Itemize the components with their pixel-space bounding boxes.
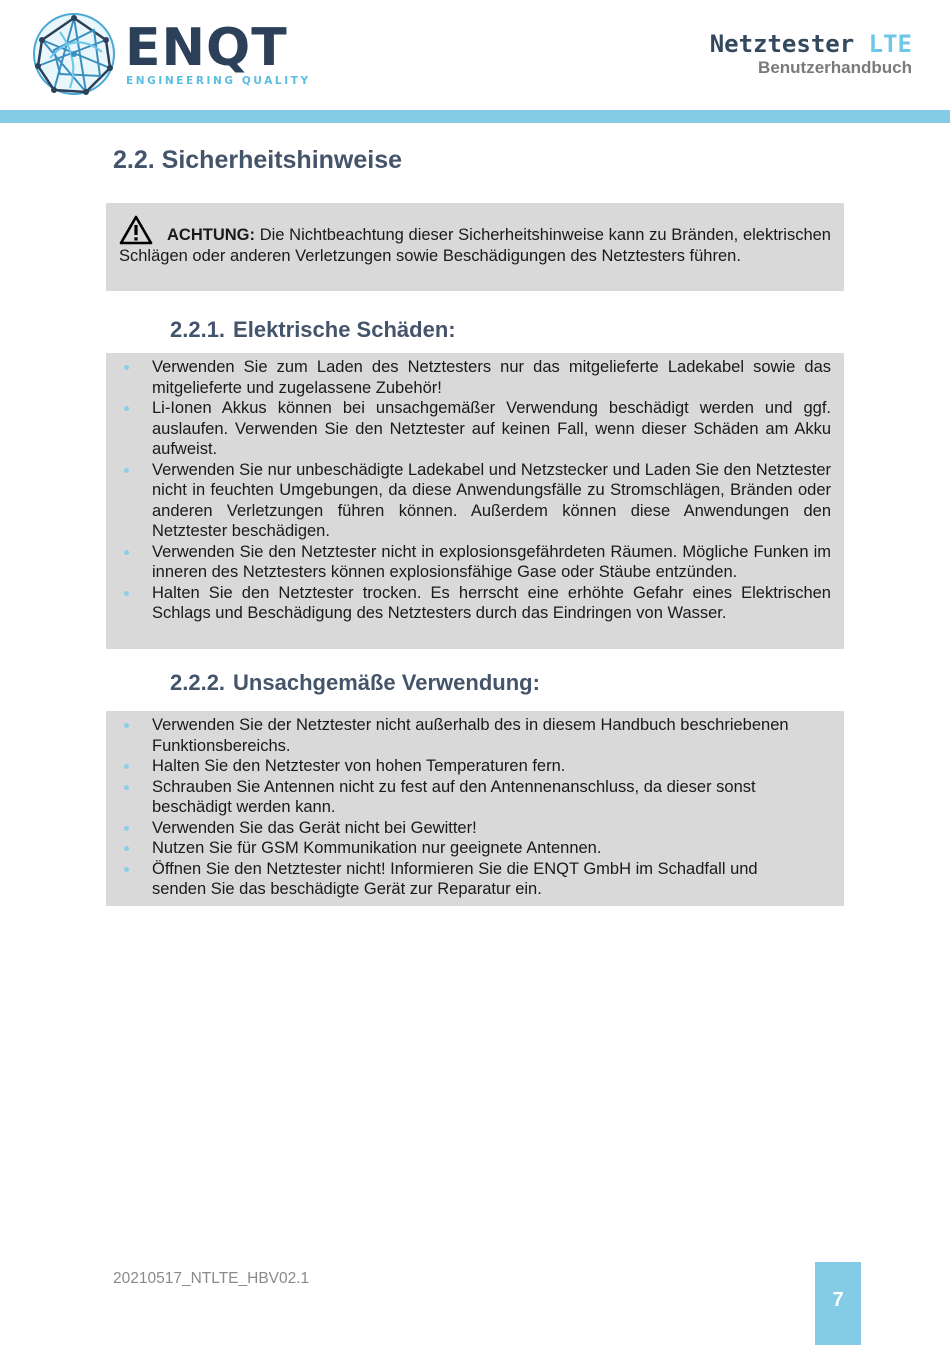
subsection-title-improper-use (170, 670, 540, 696)
improper-use-box (106, 711, 844, 906)
subsection-title-electrical (170, 317, 456, 343)
electrical-hazards-list (106, 357, 831, 624)
warning-box (106, 203, 844, 291)
list-item-text: Verwenden Sie der Netztester nicht außerhalb des in diesem Handbuch beschriebenen Funktionsbereichs. (152, 716, 789, 755)
list-item-text: Halten Sie den Netztester von hohen Temperaturen fern. (152, 757, 566, 775)
list-item-text: Verwenden Sie nur unbeschädigte Ladekabel und Netzstecker und Laden Sie den Netztester nicht in feuchten Umgebungen, da diese Anwendungsfälle zu Stromschlägen, Bränden oder anderen Verletzungen führen können. Außerdem können diese Anwendungen den Netztester beschädigen. (152, 460, 831, 540)
section-title: 2.2. Sicherheitshinweise (113, 146, 403, 174)
brand-tagline: ENGINEERING QUALITY (126, 75, 311, 87)
brand-name: ENQT (125, 18, 288, 78)
list-item-text: Halten Sie den Netztester trocken. Es herrscht eine erhöhte Gefahr eines Elektrischen Schlags und Beschädigung des Netztesters durch das Eindringen von Wasser. (152, 583, 831, 622)
list-item (106, 859, 831, 900)
list-item (106, 777, 831, 818)
bullet-icon (124, 468, 129, 473)
product-title-main: Netztester (709, 30, 855, 58)
list-item (106, 818, 831, 839)
bullet-icon (124, 785, 129, 790)
list-item-text: Nutzen Sie für GSM Kommunikation nur geeignete Antennen. (152, 839, 602, 857)
header-band (0, 110, 950, 123)
list-item (106, 583, 831, 624)
list-item-text: Verwenden Sie zum Laden des Netztesters nur das mitgelieferte Ladekabel sowie das mitgelieferte und zugelassene Zubehör! (152, 358, 831, 397)
product-title (710, 30, 912, 58)
warning-triangle-icon (119, 215, 153, 245)
list-item (106, 838, 831, 859)
bullet-icon (124, 365, 129, 370)
bullet-icon (124, 550, 129, 555)
list-item-text: Li-Ionen Akkus können bei unsachgemäßer Verwendung beschädigt werden und ggf. auslaufen. Verwenden Sie den Netztester auf keinen Fall, wenn dieser Schäden am Akku aufweist. (152, 399, 831, 458)
bullet-icon (124, 406, 129, 411)
page-number: 7 (815, 1262, 861, 1345)
document-type: Benutzerhandbuch (758, 58, 912, 77)
electrical-hazards-box (106, 353, 844, 649)
bullet-icon (124, 867, 129, 872)
warning-text: Die Nichtbeachtung dieser Sicherheitshinweise kann zu Bränden, elektrischen Schlägen oder anderen Verletzungen sowie Beschädigungen des Netztesters führen. (119, 226, 831, 265)
subsection-number: 2.2.1. (170, 317, 226, 342)
list-item (106, 398, 831, 460)
bullet-icon (124, 846, 129, 851)
list-item-text: Öffnen Sie den Netztester nicht! Informieren Sie die ENQT GmbH im Schadfall und senden Sie das beschädigte Gerät zur Reparatur ein. (152, 859, 758, 898)
list-item (106, 357, 831, 398)
bullet-icon (124, 591, 129, 596)
list-item (106, 715, 831, 756)
subsection-label: Elektrische Schäden: (233, 317, 456, 342)
page-header (0, 0, 950, 110)
list-item-text: Verwenden Sie den Netztester nicht in explosionsgefährdeten Räumen. Mögliche Funken im inneren des Netztesters können explosionsfähige Gase oder Stäube entzünden. (152, 542, 831, 581)
list-item (106, 756, 831, 777)
subsection-label: Unsachgemäße Verwendung: (233, 670, 540, 695)
list-item-text: Schrauben Sie Antennen nicht zu fest auf den Antennenanschluss, da dieser sonst beschädigt werden kann. (152, 777, 756, 816)
product-title-highlight: LTE (868, 30, 912, 58)
document-code: 20210517_NTLTE_HBV02.1 (113, 1270, 310, 1287)
bullet-icon (124, 764, 129, 769)
list-item-text: Verwenden Sie das Gerät nicht bei Gewitter! (152, 818, 477, 837)
list-item (106, 460, 831, 542)
warning-label: ACHTUNG: (167, 226, 255, 244)
improper-use-list (106, 715, 831, 900)
globe-network-logo-icon (30, 10, 118, 98)
list-item (106, 542, 831, 583)
bullet-icon (124, 723, 129, 728)
subsection-number: 2.2.2. (170, 670, 226, 695)
bullet-icon (124, 826, 129, 831)
